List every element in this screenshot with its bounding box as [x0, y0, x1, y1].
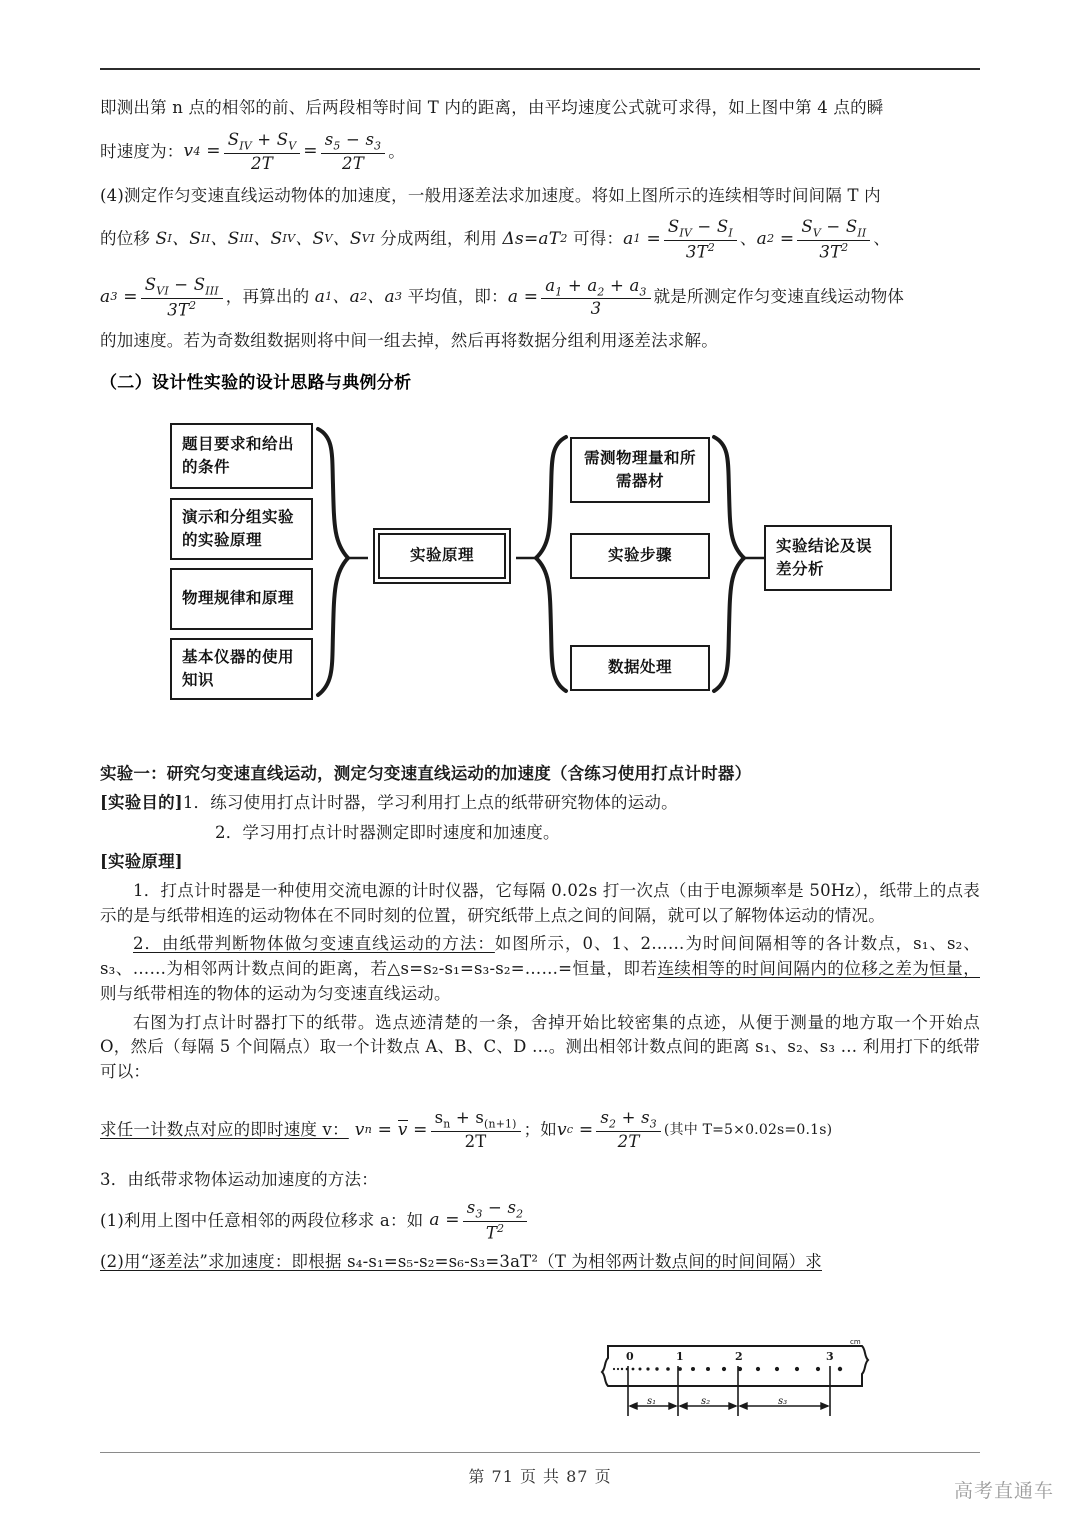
accel-1-prefix: (1)利用上图中任意相邻的两段位移求 a：如 — [100, 1210, 424, 1230]
principle-2-underlined-lead: 2．由纸带判断物体做匀变速直线运动的方法： — [133, 934, 495, 954]
principle-2-underlined-tail: 连续相等的时间间隔内的位移之差为恒量， — [657, 959, 980, 979]
diagram-box-label: 实验步骤 — [607, 546, 672, 565]
watermark-label: 高考直通车 — [953, 1480, 1054, 1502]
diagram-box-label: 题目要求和给出的条件 — [182, 435, 295, 476]
equation-a2: a 2 = $\frac{S_V - S_{II}}{3T^2}$ — [757, 218, 874, 261]
equation-vc: v c = $\frac{s_2 + s_3}{2T}$ — [557, 1109, 664, 1150]
average-text-2: 平均值，即： — [402, 287, 508, 307]
diagram-middle-box-1 — [570, 437, 710, 503]
displacement-symbol-list: S I 、 S II 、 S III 、 S IV 、 S V 、 S VI — [155, 228, 375, 249]
equation-line-v4 — [100, 125, 980, 179]
diagram-center-box-experiment-principle — [378, 533, 506, 579]
diagram-middle-brace — [510, 433, 572, 695]
diagram-box-label: 演示和分组实验的实验原理 — [182, 508, 295, 549]
equation-line-a1-a2 — [100, 212, 980, 266]
paragraph-accel-method — [100, 183, 980, 209]
equation-period: 。 — [388, 141, 405, 161]
tape-tick-label-1: 1 — [676, 1350, 684, 1363]
tape-tick-label-0: 0 — [626, 1350, 634, 1363]
diagram-right-box-conclusion — [764, 525, 892, 591]
tape-dimension-arrows — [630, 1403, 828, 1409]
paragraph-text: 的加速度。若为奇数组数据则将中间一组去掉，然后再将数据分组利用逐差法求解。 — [100, 331, 718, 351]
separator-comma: 、 — [873, 229, 891, 249]
principle-3-text: 右图为打点计时器打下的纸带。选点迹清楚的一条，舍掉开始比较密集的点迹，从便于测量的地方取一个开始点 O，然后（每隔 5 个间隔点）取一个计数点 A、B、C、D …。测出相邻计数点间的距离 s₁、s₂、s₃ … 利用打下的纸带可以： — [100, 1012, 980, 1082]
diagram-box-label: 物理规律和原理 — [182, 589, 295, 608]
equation-prefix: 时速度为： — [100, 141, 184, 161]
section-heading-design-experiment: （二）设计性实验的设计思路与典例分析 — [100, 372, 412, 393]
principle-2-end: 则与纸带相连的物体的运动为匀变速直线运动。 — [100, 983, 451, 1003]
principle-item-1 — [100, 879, 980, 929]
paragraph-odd-groups — [100, 328, 980, 354]
diagram-left-box-2 — [170, 498, 313, 560]
equation-line-a3-average — [100, 270, 980, 324]
principle-label: [实验原理] — [100, 852, 183, 872]
principle-item-3 — [100, 1011, 980, 1085]
footer-divider — [100, 1452, 980, 1453]
principle-1-text: 1．打点计时器是一种使用交流电源的计时仪器，它每隔 0.02s 打一次点（由于电源频率是 50Hz），纸带上的点表示的是与纸带相连的运动物体在不同时刻的位置，研究纸带上点之间的间隔，就可以了解物体运动的情况。 — [100, 880, 980, 925]
diagram-box-label: 实验结论及误差分析 — [776, 537, 873, 578]
diagram-box-label: 数据处理 — [607, 658, 672, 677]
principle-2-body: 如图所示，0、1、2……为时间间隔相等的各计数点，s₁、s₂、s₃、……为相邻两计数点间的距离，若△s=s₂-s₁=s₃-s₂=……=恒量，即若 — [100, 934, 980, 979]
page-number-footer: 第 71 页 共 87 页 — [468, 1467, 612, 1486]
diagram-box-label: 需测物理量和所需器材 — [583, 449, 696, 490]
displacement-prefix: 的位移 — [100, 229, 156, 249]
purpose-item-2: 2．学习用打点计时器测定即时速度和加速度。 — [215, 822, 560, 842]
principle-item-2 — [100, 932, 980, 1006]
diagram-right-brace — [708, 433, 770, 695]
equation-line-instant-velocity — [100, 1103, 980, 1157]
diagram-left-box-4 — [170, 638, 313, 700]
diagram-box-label: 基本仪器的使用知识 — [182, 648, 295, 689]
purpose-label: [实验目的] — [100, 793, 183, 813]
conclusion-text: 就是所测定作匀变速直线运动物体 — [653, 287, 905, 307]
purpose-item-1: 1．练习使用打点计时器，学习利用打上点的纸带研究物体的运动。 — [182, 793, 678, 813]
paragraph-measure-nth-point — [100, 95, 980, 121]
a-symbol-list: a 1 、 a 2 、 a 3 — [314, 286, 403, 307]
tape-segment-label-s1: s₁ — [647, 1396, 657, 1407]
equation-a3: a 3 = $\frac{S_{VI} - S_{III}}{3T^2}$ — [100, 276, 226, 319]
equation-vn: v n = v = $\frac{s_n + s_{(n+1)}}{2T}$ — [355, 1109, 524, 1150]
instant-velocity-label: 求任一计数点对应的即时速度 v： — [100, 1120, 349, 1140]
equation-v4: v 4 = $\frac{S_{IV} + S_V}{2T}$ = $\frac{s_5 - s_3}{2T}$ — [184, 131, 389, 172]
equation-vc-note: (其中 T=5×0.02s=0.1s) — [663, 1121, 833, 1138]
accel-heading-text: 3．由纸带求物体运动加速度的方法： — [100, 1169, 378, 1189]
paper-tape-figure — [598, 1338, 878, 1438]
tape-segment-label-s2: s₂ — [701, 1396, 711, 1407]
average-text: ，再算出的 — [225, 287, 315, 307]
equation-a1: a 1 = $\frac{S_{IV} - S_I}{3T^2}$ — [623, 218, 740, 261]
tape-unit-label: cm — [850, 1338, 861, 1346]
diagram-box-label: 实验原理 — [409, 546, 474, 565]
grouping-text: 分成两组，利用 — [374, 229, 503, 249]
tape-segment-label-s3: s₃ — [778, 1396, 788, 1407]
paragraph-text: (4)测定作匀变速直线运动物体的加速度，一般用逐差法求加速度。将如上图所示的连续相等时间间隔 T 内 — [100, 185, 881, 205]
equation-a-average: a = $\frac{a_1 + a_2 + a_3}{3}$ — [508, 277, 654, 318]
tape-tick-label-2: 2 — [735, 1350, 743, 1363]
accel-method-heading — [100, 1167, 980, 1193]
diagram-left-brace — [312, 425, 374, 700]
accel-2-text: (2)用“逐差法”求加速度：即根据 s₄-s₁=s₅-s₂=s₆-s₃=3aT²（T 为相邻两计数点间的时间间隔）求 — [100, 1251, 822, 1271]
result-text: 可得： — [567, 229, 624, 249]
tape-tick-label-3: 3 — [826, 1350, 834, 1363]
equation-accel-1: a = $\frac{s_3 - s_2}{T^2}$ — [429, 1199, 530, 1242]
accel-method-1 — [100, 1197, 980, 1245]
page-content — [100, 95, 980, 1278]
paragraph-text: 即测出第 n 点的相邻的前、后两段相等时间 T 内的距离，由平均速度公式就可求得，如上图中第 4 点的瞬 — [100, 98, 884, 117]
purpose-block — [100, 790, 980, 816]
experiment-one-title — [100, 761, 980, 787]
tape-figure-svg — [598, 1338, 878, 1438]
purpose-item-2-row — [100, 820, 980, 846]
diagram-middle-box-2 — [570, 533, 710, 579]
equation-separator: ；如 — [523, 1120, 557, 1140]
experiment-design-flow-diagram — [100, 405, 980, 755]
diagram-left-box-3 — [170, 568, 313, 630]
experiment-title-text: 实验一：研究匀变速直线运动，测定匀变速直线运动的加速度（含练习使用打点计时器） — [100, 763, 752, 783]
separator-comma: 、 — [739, 229, 757, 249]
equation-delta-s: Δ s = aT 2 — [502, 228, 568, 249]
diagram-middle-box-3 — [570, 645, 710, 691]
header-divider — [100, 68, 980, 70]
diagram-left-box-1 — [170, 423, 313, 489]
accel-method-2 — [100, 1249, 980, 1275]
principle-label-row — [100, 849, 980, 875]
